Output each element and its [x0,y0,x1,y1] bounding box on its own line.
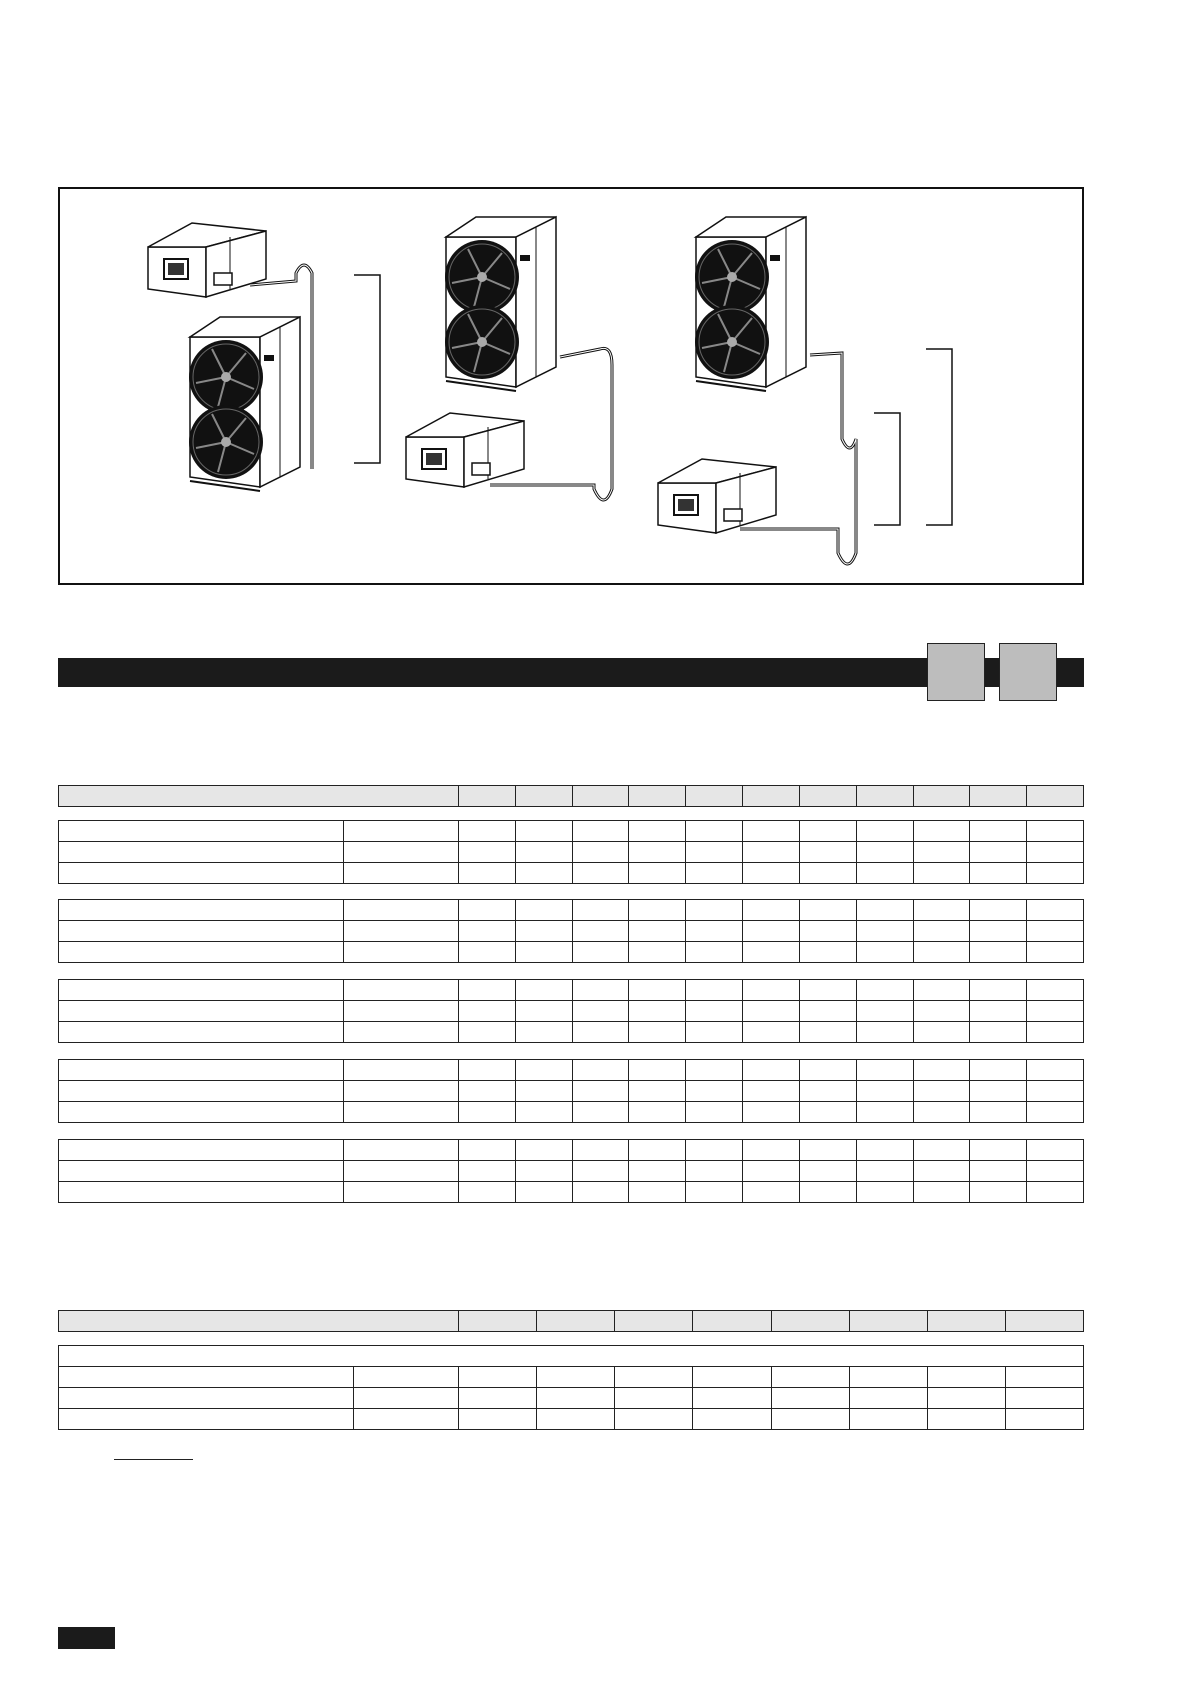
table-1-group-5 [58,1139,1084,1203]
table-2-body [58,1345,1084,1430]
section-tab-1[interactable] [927,643,985,701]
installation-diagram-frame [58,187,1084,585]
table-1-header [58,785,1084,807]
page-footer-block [58,1627,115,1649]
table-1-group-3 [58,979,1084,1043]
installation-diagram [60,189,1086,587]
illustration-3 [658,217,952,564]
illustration-1 [148,223,380,491]
table-1-group-2 [58,899,1084,963]
table-2-header [58,1310,1084,1332]
section-tab-2[interactable] [999,643,1057,701]
footnote-rule [114,1459,193,1460]
table-1-group-1 [58,820,1084,884]
table-1-group-4 [58,1059,1084,1123]
illustration-2 [406,217,612,500]
